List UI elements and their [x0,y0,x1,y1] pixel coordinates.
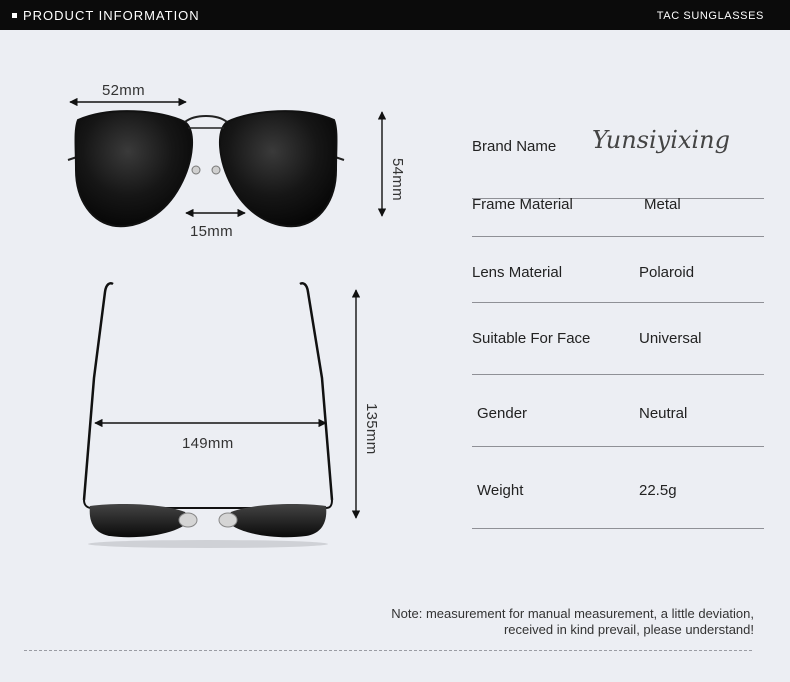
header-bar [0,0,790,30]
bridge-label: 15mm [190,223,233,240]
dashed-divider [24,650,752,651]
lens-width-label: 52mm [102,82,145,99]
spec-value: Metal [644,196,681,213]
spec-value: 22.5g [639,482,677,499]
spec-label: Gender [477,405,528,422]
spec-row-face [472,302,764,375]
spec-value: Polaroid [639,264,695,281]
note-line-2: received in kind prevail, please understand! [503,622,754,637]
spec-value: Universal [639,330,702,347]
frame-width-label: 149mm [182,435,234,452]
spec-row-lens [472,236,764,303]
header-title: PRODUCT INFORMATION [23,8,200,23]
brand-logo-text: Yunsiyixing [592,126,730,154]
spec-value: Neutral [639,405,688,422]
note-line-1: Note: measurement for manual measurement, a little deviation, [391,606,754,621]
disclaimer-note [294,606,754,638]
spec-row-weight [472,446,764,529]
spec-row-frame [472,198,764,237]
spec-label: Weight [477,482,524,499]
header-title-wrap [12,8,200,23]
spec-label: Lens Material [472,264,563,281]
spec-row-gender [472,374,764,447]
spec-label: Brand Name [472,138,557,155]
temple-length-label: 135mm [363,403,380,455]
spec-row-brand [472,126,764,199]
header-tag: TAC SUNGLASSES [656,10,764,22]
lens-height-label: 54mm [389,158,406,201]
spec-label: Frame Material [472,196,573,213]
bullet-square-icon [12,13,17,18]
sunglasses-illustration-icon [0,30,470,590]
spec-label: Suitable For Face [472,330,591,347]
size-diagram [0,30,470,590]
